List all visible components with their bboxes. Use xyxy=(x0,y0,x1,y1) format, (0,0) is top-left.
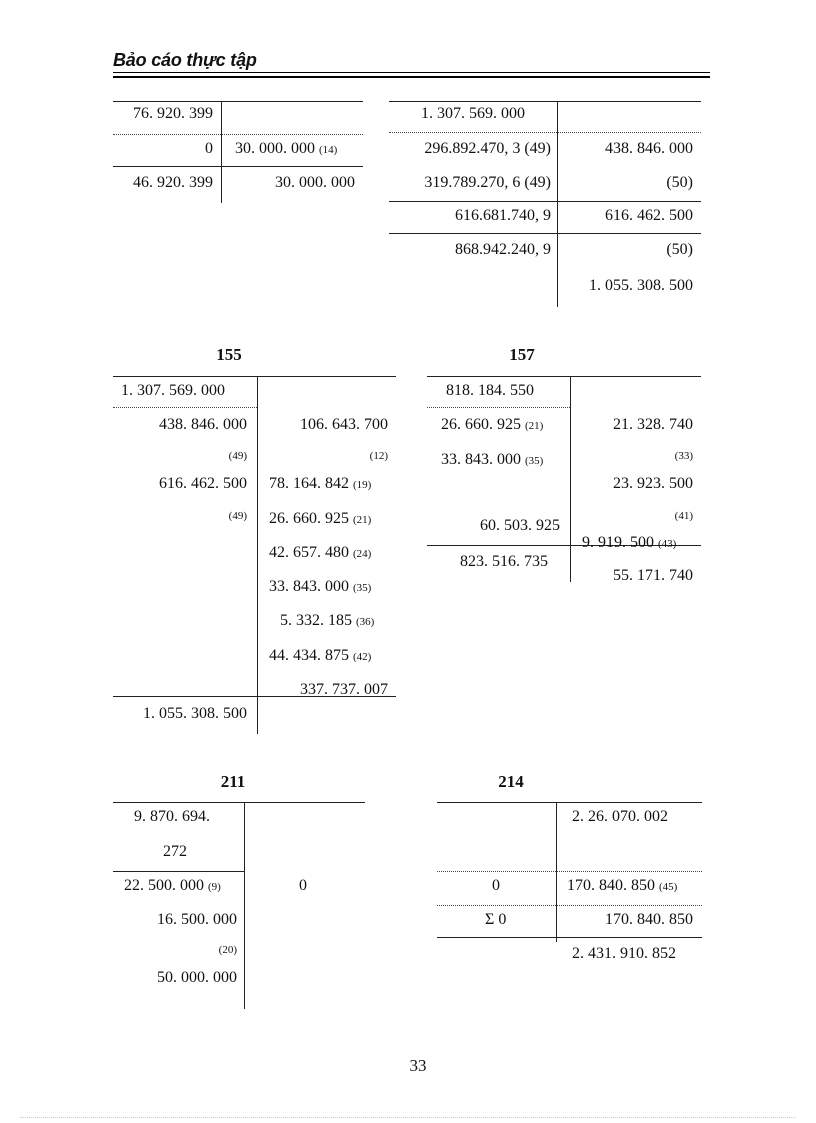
account-title: 211 xyxy=(220,772,246,791)
opening-balance-line1: 9. 870. 694. xyxy=(134,808,210,825)
credit-amount: 42. 657. 480 xyxy=(269,544,349,561)
debit-balance: 868.942.240, 9 xyxy=(455,241,551,258)
header-rule-top xyxy=(113,72,710,73)
closing-balance: 823. 516. 735 xyxy=(460,553,548,570)
t-top-line xyxy=(113,802,365,803)
credit-entry xyxy=(280,611,374,632)
debit-total: 50. 000. 000 xyxy=(157,969,237,986)
header-rule-bottom xyxy=(113,76,710,78)
credit-amount: 106. 643. 700 xyxy=(300,416,388,433)
debit-amount: 22. 500. 000 xyxy=(124,877,204,894)
credit-amount: 44. 434. 875 xyxy=(269,647,349,664)
debit-ref: (20) xyxy=(218,944,237,956)
debit-total: 616.681.740, 9 xyxy=(455,207,551,224)
t-top-line xyxy=(113,101,363,102)
credit-ref: (45) xyxy=(659,881,678,893)
credit-amount: 9. 919. 500 xyxy=(582,534,654,551)
closing-balance: 1. 055. 308. 500 xyxy=(143,705,247,722)
debit-amount: 438. 846. 000 xyxy=(159,416,247,433)
t-top-line xyxy=(437,802,702,803)
t-top-line xyxy=(427,376,701,377)
total-credit: 30. 000. 000 xyxy=(275,174,355,191)
t-top-line xyxy=(389,101,701,102)
credit-amount: 5. 332. 185 xyxy=(280,612,352,629)
closing-line xyxy=(389,233,701,234)
row-separator xyxy=(113,407,257,408)
debit-amount: 616. 462. 500 xyxy=(159,475,247,492)
debit-entry xyxy=(441,450,543,471)
debit-ref: (9) xyxy=(208,881,221,893)
opening-balance: 2. 26. 070. 002 xyxy=(572,808,668,825)
credit-total: 170. 840. 850 xyxy=(605,911,693,928)
credit-ref: (41) xyxy=(674,510,693,522)
credit-ref: (24) xyxy=(353,548,372,560)
account-title: 155 xyxy=(216,345,242,364)
account-title: 214 xyxy=(498,772,524,791)
debit-ref: (35) xyxy=(525,455,544,467)
credit-ref: (12) xyxy=(369,450,388,462)
page-number: 33 xyxy=(409,1056,427,1075)
debit-total: Σ 0 xyxy=(485,911,507,928)
row-separator xyxy=(113,134,363,135)
credit-amount: 78. 164. 842 xyxy=(269,475,349,492)
row-separator xyxy=(437,905,702,906)
closing-debit: 46. 920. 399 xyxy=(133,174,213,191)
credit-amount: 30. 000. 000 xyxy=(235,140,315,157)
page-bottom-edge xyxy=(20,1117,796,1118)
credit-entry xyxy=(567,876,677,897)
credit-entry xyxy=(269,509,371,530)
credit-ref: (35) xyxy=(353,582,372,594)
credit-total: 337. 737. 007 xyxy=(300,681,388,698)
credit-ref: (14) xyxy=(319,144,338,156)
row-separator xyxy=(427,407,570,408)
credit-entry xyxy=(269,474,371,495)
credit-ref: (42) xyxy=(353,651,372,663)
opening-debit: 1. 307. 569. 000 xyxy=(421,105,525,122)
credit-total: 55. 171. 740 xyxy=(613,567,693,584)
credit-ref: (19) xyxy=(353,479,372,491)
debit-amount: 16. 500. 000 xyxy=(157,911,237,928)
credit-amount: 438. 846. 000 xyxy=(605,140,693,157)
debit-entry xyxy=(441,415,543,436)
credit-entry xyxy=(269,646,371,667)
total-line xyxy=(437,937,702,938)
debit-amount: 26. 660. 925 xyxy=(441,416,521,433)
t-center-line xyxy=(244,802,245,1009)
debit-entry xyxy=(124,876,221,897)
credit-amount: 33. 843. 000 xyxy=(269,578,349,595)
credit-amount: 23. 923. 500 xyxy=(613,475,693,492)
credit-ref: (43) xyxy=(658,538,677,550)
credit-amount: 26. 660. 925 xyxy=(269,510,349,527)
credit-amount: 21. 328. 740 xyxy=(613,416,693,433)
debit-amount: 296.892.470, 3 (49) xyxy=(424,140,551,157)
report-header-title: Bảo cáo thực tập xyxy=(113,50,257,70)
credit-entry xyxy=(582,533,676,554)
debit-amount: 0 xyxy=(205,140,213,157)
closing-credit: 1. 055. 308. 500 xyxy=(589,277,693,294)
credit-amount: 170. 840. 850 xyxy=(567,877,655,894)
debit-amount: 319.789.270, 6 (49) xyxy=(424,174,551,191)
credit-entry xyxy=(235,139,337,160)
row-separator xyxy=(437,871,702,872)
credit-entry xyxy=(269,577,371,598)
credit-ref: (50) xyxy=(666,241,693,258)
total-line xyxy=(389,201,701,202)
debit-ref: (49) xyxy=(228,510,247,522)
t-top-line xyxy=(113,376,396,377)
opening-balance: 1. 307. 569. 000 xyxy=(121,382,225,399)
credit-entry xyxy=(269,543,371,564)
debit-amount: 0 xyxy=(492,877,500,894)
opening-debit: 76. 920. 399 xyxy=(133,105,213,122)
debit-ref: (49) xyxy=(228,450,247,462)
credit-ref: (33) xyxy=(674,450,693,462)
credit-ref: (50) xyxy=(666,174,693,191)
opening-balance: 818. 184. 550 xyxy=(446,382,534,399)
total-line xyxy=(113,166,363,167)
credit-total: 0 xyxy=(299,877,307,894)
account-title: 157 xyxy=(509,345,535,364)
row-separator xyxy=(113,871,244,872)
credit-ref: (36) xyxy=(356,616,375,628)
opening-balance-line2: 272 xyxy=(163,843,187,860)
credit-total: 616. 462. 500 xyxy=(605,207,693,224)
credit-ref: (21) xyxy=(353,514,372,526)
debit-total: 60. 503. 925 xyxy=(480,517,560,534)
debit-ref: (21) xyxy=(525,420,544,432)
debit-amount: 33. 843. 000 xyxy=(441,451,521,468)
closing-balance: 2. 431. 910. 852 xyxy=(572,945,676,962)
row-separator xyxy=(389,132,701,133)
